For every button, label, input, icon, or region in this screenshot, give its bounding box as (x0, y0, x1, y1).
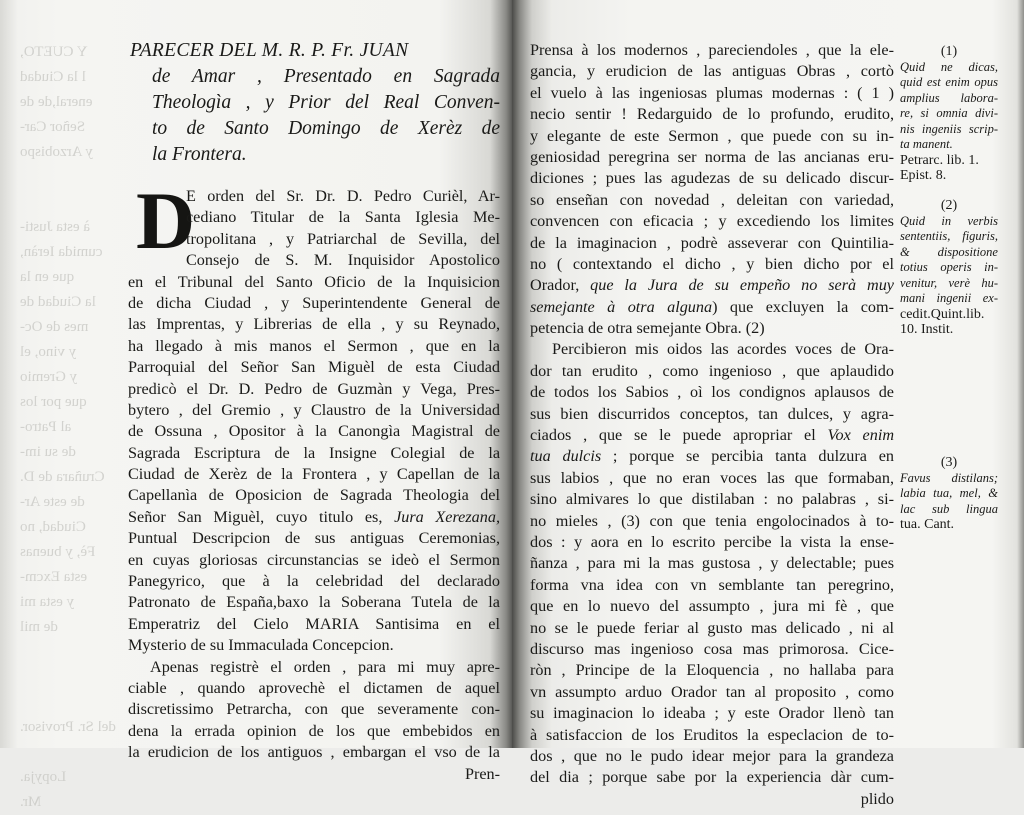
text-line: forma vna idea con vn semblante tan peregrino, (530, 575, 894, 594)
text-line: del dia ; porque sabe por la experiencia dàr cum- (530, 768, 894, 787)
left-body-text (128, 175, 500, 785)
text-span: ciados , que se le puede apropriar el (530, 426, 828, 445)
text-line: no se le puede feriar al gusto mas delicado , ni al (530, 618, 894, 637)
bleed-line: cumida Ieràn, (20, 244, 103, 260)
bleed-line: Cruñara de D. (20, 469, 105, 485)
text-line: necio sentir ! Redarguido de lo profundo, erudito, (530, 105, 894, 124)
bleed-line: mes de Oc- (20, 319, 89, 335)
bleed-line (20, 690, 130, 715)
text-line: discurso mas ingenioso cosa mas primorosa. Cice- (530, 639, 894, 658)
text-line: Ciudad de Xerèz de la Frontera , y Capellan de la (128, 465, 500, 484)
bleed-line: que en la (20, 269, 75, 285)
text-span: Señor San Miguèl, cuyo titulo es, (128, 507, 395, 526)
note-citation: cedit.Quint.lib. (900, 306, 985, 322)
bleed-line: à esta Justi- (20, 219, 90, 235)
text-line: cediano Titular de la Santa Iglesia Me- (186, 208, 500, 227)
note-citation: tua. Cant. (900, 517, 955, 532)
text-line: de dicha Ciudad , y Superintendente General de (128, 293, 500, 312)
text-span: ; porque se percibia tanta dulzura en (601, 447, 894, 466)
text-line: no ( contextando el dicho , y bien dicho por el (530, 254, 894, 273)
italic-quote: tua dulcis (530, 447, 602, 466)
bleed-line: Ciudad, no (20, 519, 86, 535)
note-line: totius operis in- (900, 260, 998, 274)
text-line: de la imaginacion , podrè asseverar con Quintilia- (530, 233, 894, 252)
right-body-text (530, 40, 894, 810)
title-line: la Frontera. (152, 144, 247, 165)
text-line: ñanza , para mi la mas gustosa , y delectable; pues (530, 554, 894, 573)
note-citation: Epist. 8. (900, 168, 947, 183)
text-line: Panegyrico, que à la celebridad del declarado (128, 572, 500, 591)
text-line: dena la errada opinion de los que embebidos en (128, 721, 500, 740)
note-line: ta manent. (900, 137, 953, 151)
title-line: to de Santo Domingo de Xerèz de (152, 118, 500, 139)
bleed-line (20, 190, 130, 215)
text-line: Emperatriz del Cielo MARIA Santisima en el (128, 614, 500, 633)
bleed-line: Mr. (20, 794, 42, 810)
text-line: petencia de otra semejante Obra. (2) (530, 319, 765, 338)
text-line (128, 507, 500, 528)
note-line: sententiis, figuris, (900, 229, 998, 243)
text-line: Percibieron mis oidos las acordes voces de Ora- (552, 340, 894, 359)
bleed-line (20, 165, 130, 190)
text-line: sino almivares lo que distilaban : no palabras , si- (530, 490, 894, 509)
title-line: de Amar , Presentado en Sagrada (152, 66, 500, 87)
bleed-line (20, 665, 130, 690)
text-line: bytero , del Gremio , y Claustro de la Universidad (128, 400, 500, 419)
title-line: Theologìa , y Prior del Real Conven- (152, 92, 500, 113)
catchword: Pren- (464, 764, 500, 783)
marginal-note-1 (900, 44, 998, 184)
italic-quote: que la Jura de su empeño no serà muy (590, 276, 894, 295)
note-line: lac sub lingua (900, 501, 998, 516)
note-line: mani ingenii ex- (900, 291, 998, 305)
bleed-line: que por los (20, 394, 87, 410)
note-line: labia tua, mel, & (900, 486, 998, 500)
text-line: de todos los Sabios , oì los condignos aplausos de (530, 383, 894, 402)
text-line: E orden del Sr. Dr. D. Pedro Curièl, Ar- (186, 187, 500, 205)
text-line: ciable , quando aprovechè el dictamen de aquel (128, 678, 500, 697)
bleed-line: al Patro- (20, 419, 72, 435)
text-line: su imaginacion lo ideaba ; y este Orador llenò tan (530, 704, 894, 723)
text-line: de Ossuna , Opositor à la Canongìa Magistral de (128, 422, 500, 441)
note-number: (1) (940, 44, 958, 59)
text-line (530, 275, 894, 296)
text-line: Patronato de España,baxo la Soberana Tutela de la (128, 593, 500, 612)
note-line: Quid in verbis (900, 213, 998, 228)
text-line: dos : y aora en lo escrito percibe la vista la ense- (530, 532, 894, 551)
text-line: ha llegado à mis manos el Sermon , que en la (128, 336, 500, 355)
text-line: Consejo de S. M. Inquisidor Apostolico (186, 251, 500, 270)
page-title (130, 38, 500, 168)
text-line: sus bien discurridos conceptos, tan dulces, y agra- (530, 404, 894, 423)
text-line: predicò el Dr. D. Pedro de Guzmàn y Vega, Pres- (128, 379, 500, 398)
note-line: & dispositione (900, 244, 998, 259)
note-line: re, si omnia divi- (900, 106, 998, 120)
bleed-line: Lopyja. (20, 769, 67, 785)
bleed-line: y vino, el (20, 344, 77, 360)
bleed-line: la Ciudad de (20, 294, 96, 310)
text-line: dos , que no le pudo idear mejor para la grandeza (530, 746, 894, 765)
note-line: amplius labora- (900, 90, 998, 105)
title-line: PARECER DEL M. R. P. Fr. JUAN (130, 40, 409, 61)
text-line: Parroquial del Señor San Miguèl de esta Ciudad (128, 358, 500, 377)
bleed-line: eneral,de de (20, 94, 93, 110)
text-line: Prensa à los modernos , pareciendoles , que la ele- (530, 41, 894, 59)
text-line: las Imprentas, y Librerias de ella , y su Reynado, (128, 315, 500, 334)
text-line: tropolitana , y Patriarchal de Sevilla, del (186, 229, 500, 248)
note-number: (3) (940, 455, 958, 470)
text-line: convencen con eficacia ; y excediendo los limites (530, 212, 894, 231)
note-line: quid est enim opus (900, 75, 998, 89)
catchword: plido (860, 789, 894, 808)
text-span: Orador, (530, 276, 591, 295)
text-line (530, 446, 894, 467)
text-line: diciones ; pues las agudezas de su delicado discur- (530, 169, 894, 188)
text-span: ) que excluyen la com- (712, 297, 894, 316)
bleed-line: y esta mi (20, 594, 75, 610)
text-line: que en lo nuevo del assumpto , jura mi fè , que (530, 597, 894, 616)
note-citation: 10. Instit. (900, 322, 954, 337)
marginal-note-3 (900, 455, 998, 533)
note-line: Favus distilans; (900, 470, 998, 485)
text-line: no mieles , (3) con que tenia engolocinados à to- (530, 511, 894, 530)
italic-title: Jura Xerezana, (394, 507, 500, 526)
text-line: Mysterio de su Immaculada Concepcion. (128, 636, 394, 655)
text-line: so enseñan con novedad , deleitan con variedad, (530, 190, 894, 209)
text-line: en el Tribunal del Santo Oficio de la Inquisicion (128, 272, 500, 291)
bleed-line: de mil (20, 619, 58, 635)
text-line: sus labios , que no eran voces las que formaban, (530, 468, 894, 487)
bleed-line (20, 640, 130, 665)
text-line: discretissimo Petrarcha, con que severamente con- (128, 700, 500, 719)
text-line: en cuyas gloriosas circunstancias se ideò el Sermon (128, 550, 500, 569)
text-line: la erudicion de los antiguos , embargan el vso de la (128, 743, 500, 762)
text-line: dor tan erudito , como ingenioso , que aplaudido (530, 361, 894, 380)
text-line: Puntual Descripcion de sus antiguas Ceremonias, (128, 529, 500, 548)
text-line: Sagrada Escriptura de la Insigne Colegial de la (128, 443, 500, 462)
bleed-line: Y CUETO, (20, 44, 88, 60)
text-line: Apenas registrè el orden , para mi muy apre- (150, 657, 500, 676)
bleed-line: l la Ciudad (20, 69, 86, 85)
bleed-line: Señor Car- (20, 119, 86, 135)
text-line: el vuelo à las ingeniosas plumas modernas : ( 1 ) (530, 83, 894, 102)
text-line: y elegante de este Sermon , que puede con su in- (530, 126, 894, 145)
bleed-line: esta Excm- (20, 569, 88, 585)
left-page (0, 0, 512, 810)
bleed-line: del Sr. Provisor. (20, 719, 116, 735)
italic-quote: semejante à otra alguna (530, 297, 713, 316)
drop-cap: D (136, 175, 196, 266)
text-line: gancia, y erudicion de las antiguas Obras , cortò (530, 62, 894, 81)
bleed-line: de su im- (20, 444, 76, 460)
text-line: Capellanìa de Oposicion de Sagrada Theologia del (128, 486, 500, 505)
text-line: geniosidad peregrina ser norma de las ancianas eru- (530, 147, 894, 166)
text-line (530, 425, 894, 446)
text-line (530, 297, 894, 318)
note-citation: Petrarc. lib. 1. (900, 152, 979, 168)
note-line: Quid ne dicas, (900, 59, 998, 74)
text-line: vn assumpto arduo Orador tan al proposito , como (530, 682, 894, 701)
marginal-note-2 (900, 198, 998, 338)
bleed-line: y Gremio (20, 369, 78, 385)
bleed-line: y Arzobispo (20, 144, 93, 160)
text-line: à satisfaccion de los Eruditos la especlacion de to- (530, 725, 894, 744)
bleed-through-text (20, 40, 130, 815)
text-line: ròn , Principe de la Eloquencia , no hallaba para (530, 661, 894, 680)
bleed-line (20, 740, 130, 765)
note-number: (2) (940, 198, 958, 213)
bleed-line: de este Ar- (20, 494, 85, 510)
italic-quote: Vox enim (827, 426, 895, 445)
note-line: nis ingeniis scrip- (900, 121, 998, 136)
bleed-line: Fè, y buenas (20, 544, 96, 560)
note-line: venitur, verè hu- (900, 275, 998, 290)
